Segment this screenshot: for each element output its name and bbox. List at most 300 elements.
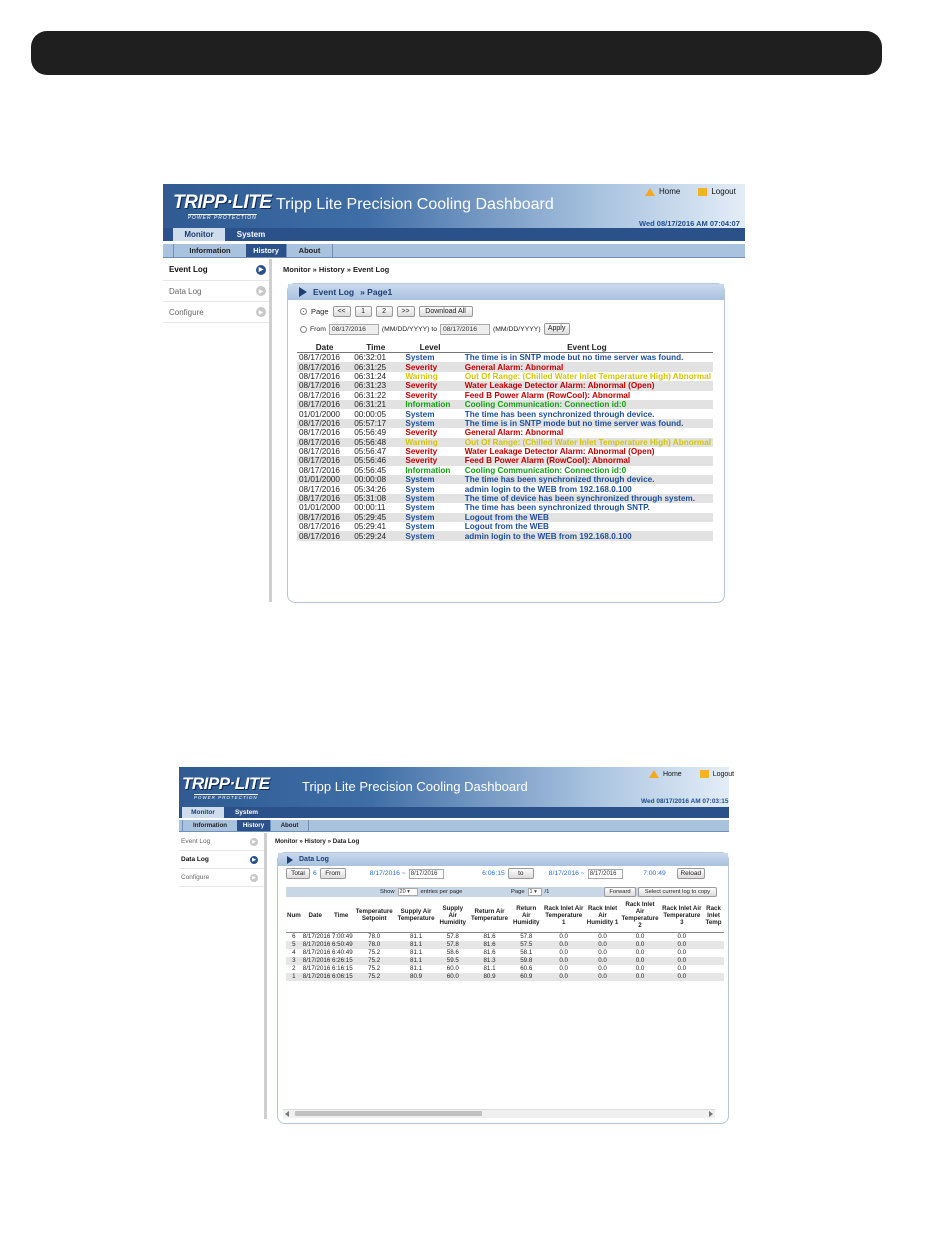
- sidebar-item-label: Configure: [169, 307, 204, 317]
- chevron-right-icon: ▶: [250, 874, 258, 882]
- table-cell: 60.9: [511, 973, 542, 981]
- cell-date: 08/17/2016: [297, 531, 352, 540]
- cell-time: 05:56:49: [354, 428, 387, 438]
- table-cell: 0.0: [619, 957, 660, 965]
- cell-date: 08/17/2016: [299, 484, 340, 494]
- cell-event: The time of device has been synchronized through system.: [461, 494, 713, 503]
- cell-event: The time has been synchronized through device.: [461, 475, 713, 484]
- cell-level: System: [405, 522, 435, 532]
- entries-per-page-value: 20: [399, 889, 406, 895]
- home-link[interactable]: [649, 770, 682, 778]
- table-cell: 57.5: [511, 941, 542, 949]
- cell-level: Severity: [405, 428, 438, 438]
- table-cell: 60.0: [437, 973, 468, 981]
- sub-nav: [179, 820, 729, 832]
- home-link[interactable]: [645, 187, 680, 196]
- table-cell: 81.1: [410, 933, 423, 940]
- table-row: [297, 353, 713, 363]
- table-cell: 80.9: [395, 973, 438, 981]
- cell-level: Severity: [399, 456, 460, 465]
- forward-button[interactable]: Forward: [604, 887, 636, 897]
- table-cell: 60.0: [446, 965, 459, 972]
- tab-system[interactable]: System: [236, 230, 266, 239]
- cell-time: 05:56:48: [352, 438, 399, 447]
- sidebar-item-data-log[interactable]: [179, 851, 264, 869]
- table-cell: 0.0: [635, 933, 645, 940]
- page-2-button[interactable]: 2: [376, 306, 393, 317]
- sidebar-item-event-log[interactable]: [163, 259, 269, 281]
- chevron-right-icon: ▶: [256, 286, 266, 296]
- logout-label: Logout: [712, 770, 735, 778]
- table-row: [297, 438, 713, 447]
- cell-time: 00:00:11: [354, 503, 386, 513]
- sidebar-item-label: Configure: [181, 874, 210, 881]
- dashboard-title: Tripp Lite Precision Cooling Dashboard: [302, 779, 528, 794]
- from-date-input[interactable]: 08/17/2016: [329, 324, 379, 335]
- tab-monitor[interactable]: Monitor: [173, 228, 225, 241]
- from-date-input[interactable]: 8/17/2016: [409, 869, 444, 879]
- table-cell: 59.8: [511, 957, 542, 965]
- cell-date: 08/17/2016: [299, 371, 340, 381]
- table-row: [297, 466, 713, 475]
- reload-button[interactable]: Reload: [677, 868, 705, 879]
- entries-per-page-select[interactable]: [398, 888, 418, 896]
- breadcrumb: Monitor » History » Data Log: [275, 838, 360, 845]
- event-log-panel: [287, 283, 725, 603]
- column-header-time: Time: [329, 899, 354, 932]
- top-banner-bar: [31, 31, 882, 75]
- table-row: [297, 484, 713, 493]
- table-cell: 8/17/2016 6:40:49: [302, 949, 353, 956]
- filter-row: [286, 868, 705, 879]
- sidebar-item-configure[interactable]: [163, 302, 269, 323]
- cell-date: 08/17/2016: [297, 419, 352, 428]
- logo-subtext: POWER PROTECTION: [187, 215, 257, 221]
- tab-system[interactable]: System: [234, 809, 259, 816]
- from-time: 6:06:15: [482, 870, 505, 877]
- cell-event: Feed B Power Alarm (RowCool): Abnormal: [464, 390, 631, 400]
- table-cell: 8/17/2016 6:26:15: [302, 957, 353, 964]
- from-label: From: [310, 325, 326, 333]
- table-row: [286, 949, 724, 957]
- column-header-level: Level: [399, 342, 460, 353]
- tab-information[interactable]: Information: [173, 244, 247, 257]
- cell-date: 08/17/2016: [297, 513, 352, 522]
- to-time: 7:00:49: [643, 870, 666, 877]
- cell-event: Logout from the WEB: [461, 513, 713, 522]
- table-cell: 3: [286, 957, 302, 965]
- sidebar-item-label: Data Log: [169, 286, 202, 296]
- cell-time: 05:29:41: [354, 522, 387, 532]
- cell-level: System: [399, 513, 460, 522]
- cell-event: Feed B Power Alarm (RowCool): Abnormal: [461, 456, 713, 465]
- cell-level: System: [405, 484, 435, 494]
- table-cell: 0.0: [598, 933, 607, 940]
- column-header-supply-air-humidity: Supply Air Humidity: [437, 899, 468, 932]
- column-header-rack-inlet-temp-3: Rack Inlet Air Temperature 3: [661, 899, 704, 932]
- table-cell: 0.0: [677, 933, 687, 940]
- sidebar-item-configure[interactable]: [179, 869, 264, 887]
- table-cell: 0.0: [586, 957, 620, 965]
- table-cell: 0.0: [661, 941, 704, 949]
- table-cell: 59.5: [437, 957, 468, 965]
- tab-about[interactable]: About: [271, 820, 309, 831]
- scroll-right-icon[interactable]: [709, 1111, 713, 1117]
- sub-nav: [163, 244, 745, 258]
- cell-date: 08/17/2016: [299, 428, 340, 438]
- table-cell-filler: [703, 957, 724, 965]
- to-button[interactable]: to: [508, 868, 534, 879]
- cell-time: 06:31:25: [352, 362, 399, 371]
- sidebar-item-label: Event Log: [169, 265, 208, 274]
- table-row: [297, 400, 713, 409]
- cell-date: 08/17/2016: [299, 522, 340, 532]
- cell-event: Cooling Communication: Connection id:0: [464, 465, 627, 475]
- table-cell: 2: [292, 965, 296, 972]
- cell-level: System: [405, 353, 435, 363]
- table-cell: 1: [286, 973, 302, 981]
- cell-time: 05:31:08: [352, 494, 399, 503]
- cell-date: 08/17/2016: [299, 353, 340, 363]
- play-icon: [299, 287, 307, 297]
- entries-control: [380, 887, 462, 897]
- panel-title-text: Data Log: [299, 856, 329, 863]
- table-row: [297, 513, 713, 522]
- column-header-rack-inlet-temp-1: Rack Inlet Air Temperature 1: [542, 899, 586, 932]
- chevron-right-icon: ▶: [250, 838, 258, 846]
- cell-event: admin login to the WEB from 192.168.0.100: [461, 531, 713, 540]
- header-datetime: Wed 08/17/2016 AM 07:04:07: [639, 219, 740, 228]
- cell-level: System: [405, 409, 435, 419]
- logo-text: TRIPP·LITE: [173, 192, 272, 213]
- cell-date: 08/17/2016: [299, 465, 340, 475]
- cell-event: The time has been synchronized through device.: [464, 409, 655, 419]
- cell-date: 08/17/2016: [297, 400, 352, 409]
- cell-time: 06:31:24: [354, 371, 387, 381]
- cell-time: 00:00:08: [352, 475, 399, 484]
- table-row: [297, 372, 713, 381]
- chevron-right-icon: ▶: [250, 856, 258, 864]
- data-log-screenshot: [179, 767, 735, 1119]
- cell-level: Severity: [399, 381, 460, 390]
- cell-date: 08/17/2016: [299, 390, 340, 400]
- cell-time: 05:29:24: [352, 531, 399, 540]
- table-header-row: [297, 342, 713, 353]
- tripp-lite-logo: [173, 192, 271, 221]
- table-cell-filler: [703, 932, 724, 941]
- cell-date: 01/01/2000: [299, 503, 340, 513]
- cell-level: System: [399, 419, 460, 428]
- play-icon: [287, 856, 293, 864]
- column-header-date: Date: [297, 342, 352, 353]
- table-cell: 0.0: [559, 949, 568, 956]
- tab-about[interactable]: About: [287, 244, 333, 257]
- cell-time: 00:00:05: [354, 409, 387, 419]
- table-cell: 8/17/2016 6:16:15: [302, 965, 353, 972]
- table-cell: 0.0: [559, 933, 568, 940]
- event-log-table: [297, 342, 713, 541]
- chevron-down-icon: ▾: [407, 889, 410, 895]
- scroll-left-icon[interactable]: [285, 1111, 289, 1117]
- cell-date: 08/17/2016: [297, 438, 352, 447]
- from-date-text: 8/17/2016 ~: [369, 870, 406, 877]
- date-range-row: [300, 323, 570, 335]
- chevron-right-icon: ▶: [256, 265, 266, 275]
- cell-time: 05:56:47: [354, 447, 387, 457]
- table-row: [286, 965, 724, 973]
- logout-link[interactable]: [700, 770, 734, 778]
- cell-date: 08/17/2016: [297, 456, 352, 465]
- page-row: [300, 306, 473, 317]
- page-1-button[interactable]: 1: [355, 306, 372, 317]
- table-cell: 58.6: [446, 949, 459, 956]
- cell-event: Out Of Range: (Chilled Water Inlet Temperature High) Abnormal: [464, 371, 711, 381]
- table-cell: 5: [286, 941, 302, 949]
- table-row: [297, 531, 713, 540]
- table-cell: 58.1: [520, 949, 533, 956]
- cell-date: 01/01/2000: [297, 475, 352, 484]
- dashboard-header: [163, 184, 745, 228]
- tab-history[interactable]: History: [237, 820, 271, 831]
- column-header-num: Num: [286, 899, 302, 932]
- cell-level: Information: [399, 400, 460, 409]
- logout-label: Logout: [711, 187, 736, 196]
- sidebar: [163, 259, 272, 602]
- table-cell: 75.2: [354, 973, 395, 981]
- column-header-return-air-humidity: Return Air Humidity: [511, 899, 542, 932]
- table-cell: 75.2: [354, 957, 395, 965]
- sidebar-item-label: Event Log: [181, 838, 211, 845]
- cell-time: 05:56:45: [354, 465, 387, 475]
- next-page-button[interactable]: >>: [397, 306, 415, 317]
- table-cell: 78.0: [368, 933, 381, 940]
- cell-date: 08/17/2016: [297, 494, 352, 503]
- table-row: [286, 941, 724, 949]
- page-value: 1: [529, 889, 533, 895]
- page-control: [511, 887, 549, 897]
- tripp-lite-logo: [182, 774, 270, 800]
- logo-subtext: POWER PROTECTION: [193, 795, 258, 800]
- page-radio[interactable]: [300, 308, 307, 315]
- cell-event: The time is in SNTP mode but no time server was found.: [464, 353, 684, 363]
- cell-level: System: [405, 503, 435, 513]
- table-cell: 0.0: [542, 973, 586, 981]
- table-cell: 0.0: [677, 965, 687, 972]
- table-cell-filler: [703, 973, 724, 981]
- sidebar-item-event-log[interactable]: [179, 833, 264, 851]
- table-cell: 78.0: [354, 941, 395, 949]
- from-button[interactable]: From: [320, 868, 346, 879]
- table-cell: 4: [292, 949, 296, 956]
- to-date-input[interactable]: 08/17/2016: [440, 324, 490, 335]
- table-cell: 57.8: [437, 941, 468, 949]
- table-cell: 0.0: [586, 941, 620, 949]
- cell-time: 06:32:01: [354, 353, 387, 363]
- logout-icon: [700, 770, 709, 778]
- cell-event: General Alarm: Abnormal: [464, 428, 564, 438]
- cell-time: 06:31:22: [354, 390, 387, 400]
- tab-history[interactable]: History: [246, 244, 287, 257]
- logo-text: TRIPP·LITE: [182, 774, 270, 793]
- scrollbar-thumb[interactable]: [295, 1111, 482, 1116]
- breadcrumb: Monitor » History » Event Log: [283, 265, 390, 274]
- to-date-text: 8/17/2016 ~: [548, 870, 585, 877]
- download-all-button[interactable]: Download All: [419, 306, 473, 317]
- column-header-time: Time: [352, 342, 399, 353]
- table-cell: 81.6: [483, 949, 496, 956]
- horizontal-scrollbar[interactable]: [283, 1109, 715, 1118]
- panel-title-text: Event Log: [313, 287, 355, 297]
- sidebar-item-data-log[interactable]: [163, 281, 269, 302]
- table-cell: 75.2: [368, 965, 381, 972]
- table-cell: 75.2: [368, 949, 381, 956]
- apply-button[interactable]: Apply: [544, 323, 570, 335]
- table-cell: 57.8: [446, 933, 459, 940]
- chevron-down-icon: ▾: [534, 889, 537, 895]
- cell-level: Warning: [399, 438, 460, 447]
- tab-information[interactable]: Information: [182, 820, 238, 831]
- table-cell: 81.6: [483, 933, 496, 940]
- table-cell: 0.0: [542, 957, 586, 965]
- page-total: /1: [544, 889, 550, 895]
- cell-event: admin login to the WEB from 192.168.0.100: [464, 484, 632, 494]
- cell-level: Information: [405, 465, 451, 475]
- column-header-rack-inlet-temp-4: Rack Inlet Temp: [703, 899, 724, 932]
- table-row: [297, 447, 713, 456]
- dashboard-title: Tripp Lite Precision Cooling Dashboard: [276, 196, 554, 213]
- table-cell: 0.0: [598, 965, 607, 972]
- table-cell: 80.9: [468, 973, 511, 981]
- table-cell: 8/17/2016 6:06:15: [302, 973, 353, 980]
- table-cell: 60.6: [520, 965, 533, 972]
- page-label: Page: [311, 307, 329, 316]
- table-row: [297, 428, 713, 437]
- home-arrow-icon: [645, 188, 655, 196]
- table-cell: 81.3: [468, 957, 511, 965]
- table-row: [286, 957, 724, 965]
- table-cell-filler: [703, 949, 724, 957]
- column-header-rack-inlet-temp-2: Rack Inlet Air Temperature 2: [619, 899, 660, 932]
- total-count: 6: [313, 870, 317, 877]
- from-format-label: (MM/DD/YYYY) to: [381, 325, 437, 333]
- cell-event: Out Of Range: (Chilled Water Inlet Temperature High) Abnormal: [461, 438, 713, 447]
- data-log-table: [286, 899, 724, 981]
- main-nav: [179, 807, 729, 818]
- cell-time: 05:56:46: [352, 456, 399, 465]
- table-cell: 81.1: [395, 957, 438, 965]
- logout-link[interactable]: [698, 187, 735, 196]
- table-row: [297, 409, 713, 418]
- panel-page-subtitle: » Page1: [360, 287, 393, 297]
- cell-event: General Alarm: Abnormal: [461, 362, 713, 371]
- cell-event: Water Leakage Detector Alarm: Abnormal (Open): [464, 447, 655, 457]
- table-cell: 0.0: [542, 941, 586, 949]
- home-label: Home: [663, 770, 682, 778]
- table-cell: 0.0: [635, 965, 645, 972]
- cell-date: 08/17/2016: [299, 447, 340, 457]
- event-log-screenshot: [163, 184, 745, 602]
- cell-time: 05:57:17: [352, 419, 399, 428]
- table-row: [297, 503, 713, 512]
- cell-level: Severity: [405, 390, 438, 400]
- table-row: [286, 932, 724, 941]
- table-cell: 81.1: [410, 949, 423, 956]
- column-header-return-air-temp: Return Air Temperature: [468, 899, 511, 932]
- main-nav: [163, 228, 745, 241]
- table-row: [297, 391, 713, 400]
- table-cell: 0.0: [661, 973, 704, 981]
- panel-title: [278, 853, 728, 866]
- table-cell: 81.1: [410, 965, 423, 972]
- table-row: [297, 475, 713, 484]
- table-cell: 0.0: [619, 973, 660, 981]
- cell-event: Logout from the WEB: [464, 522, 549, 532]
- table-row: [297, 456, 713, 465]
- cell-event: The time is in SNTP mode but no time server was found.: [461, 419, 713, 428]
- cell-event: The time has been synchronized through SNTP.: [464, 503, 650, 513]
- cell-event: Cooling Communication: Connection id:0: [461, 400, 713, 409]
- date-range-radio[interactable]: [300, 326, 307, 333]
- header-datetime: Wed 08/17/2016 AM 07:03:15: [641, 798, 729, 805]
- to-date-input[interactable]: 8/17/2016: [588, 869, 623, 879]
- total-button[interactable]: Total: [286, 868, 310, 879]
- table-cell: 0.0: [677, 949, 687, 956]
- cell-level: System: [399, 494, 460, 503]
- table-cell: 8/17/2016 6:50:49: [302, 941, 353, 948]
- table-cell: 81.1: [483, 965, 496, 972]
- cell-time: 06:31:23: [352, 381, 399, 390]
- table-cell: 81.6: [468, 941, 511, 949]
- column-header-event-log: Event Log: [461, 342, 713, 353]
- cell-level: Severity: [399, 362, 460, 371]
- prev-page-button[interactable]: <<: [333, 306, 351, 317]
- cell-level: System: [399, 475, 460, 484]
- sidebar-item-label: Data Log: [181, 856, 209, 863]
- cell-time: 05:34:26: [354, 484, 387, 494]
- table-row: [297, 381, 713, 390]
- column-header-supply-air-temp: Supply Air Temperature: [395, 899, 438, 932]
- home-label: Home: [659, 187, 681, 196]
- cell-time: 05:29:45: [352, 513, 399, 522]
- table-cell: 0.0: [559, 965, 568, 972]
- logout-icon: [698, 188, 707, 196]
- column-header-temp-setpoint: Temperature Setpoint: [354, 899, 395, 932]
- to-format-label: (MM/DD/YYYY): [493, 325, 541, 333]
- cell-level: Severity: [405, 447, 438, 457]
- table-cell: 0.0: [661, 957, 704, 965]
- panel-title: [288, 284, 724, 300]
- table-row: [297, 362, 713, 371]
- column-header-rack-inlet-humidity-1: Rack Inlet Air Humidity 1: [586, 899, 620, 932]
- tab-monitor[interactable]: Monitor: [182, 807, 224, 818]
- table-row: [297, 494, 713, 503]
- table-cell: 81.1: [395, 941, 438, 949]
- page-label: Page: [511, 889, 525, 895]
- table-cell: 8/17/2016 7:00:49: [302, 933, 353, 940]
- table-header-row: [286, 899, 724, 932]
- page-select[interactable]: [528, 888, 542, 896]
- table-cell: 57.8: [520, 933, 533, 940]
- entries-label: entries per page: [420, 889, 463, 895]
- table-cell: 0.0: [586, 973, 620, 981]
- table-row: [297, 419, 713, 428]
- copy-log-button[interactable]: Select current log to copy: [638, 887, 717, 897]
- show-label: Show: [380, 889, 395, 895]
- table-cell: 0.0: [598, 949, 607, 956]
- cell-level: System: [399, 531, 460, 540]
- table-cell: 0.0: [619, 941, 660, 949]
- table-row: [297, 522, 713, 531]
